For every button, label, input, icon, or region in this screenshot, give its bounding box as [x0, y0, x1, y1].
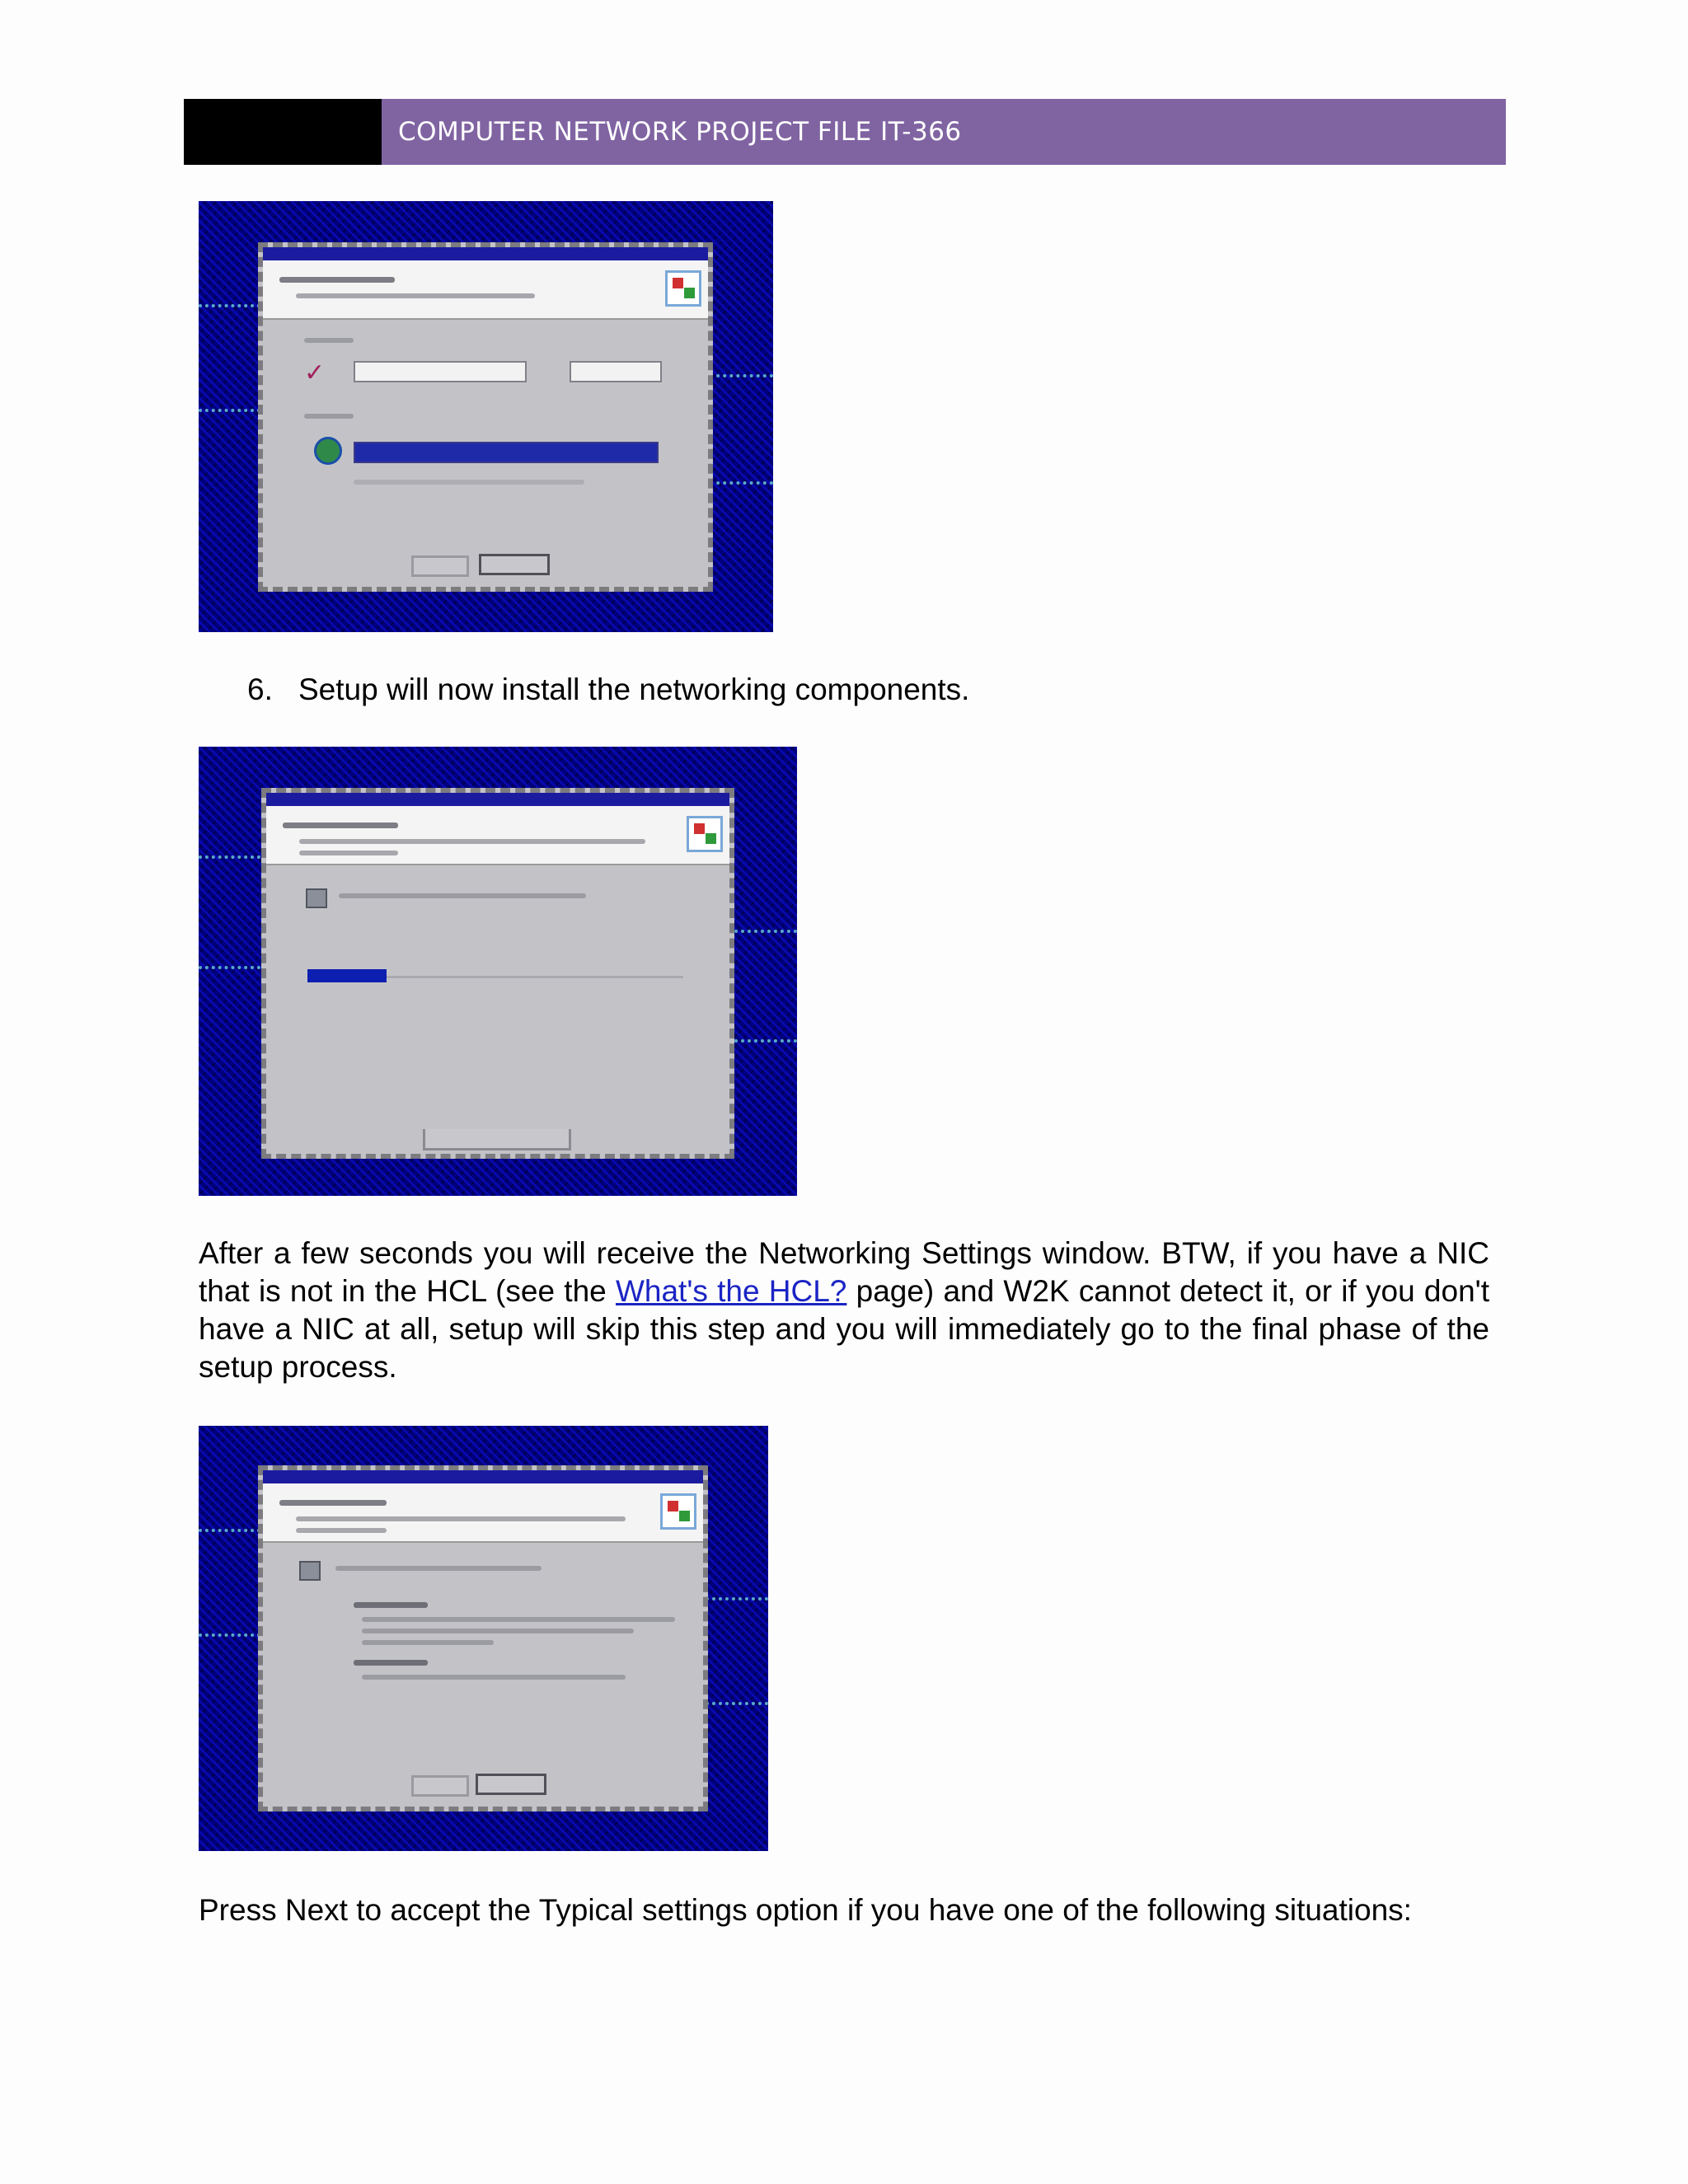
- next-button-image: [479, 554, 550, 575]
- hcl-link[interactable]: What's the HCL?: [615, 1274, 847, 1308]
- header-title: COMPUTER NETWORK PROJECT FILE IT-366: [382, 99, 1506, 165]
- dialog-titlebar: [263, 247, 708, 260]
- paragraph-press-next: [199, 1891, 1489, 1929]
- back-button-image: [411, 1775, 469, 1797]
- dialog-window: [258, 1465, 708, 1811]
- dropdown-field: [354, 361, 527, 382]
- list-number: 6.: [247, 673, 273, 706]
- paragraph-text-start: After a few seconds you will receive the Networking Settings window. BTW, if you have a NIC that is not in the HCL (see the: [199, 1236, 1489, 1308]
- windows-logo-icon: [660, 1493, 696, 1530]
- check-icon: ✓: [304, 359, 326, 387]
- progress-track: [387, 976, 683, 978]
- dialog-header-band: [263, 1483, 703, 1543]
- dialog-window: [261, 788, 734, 1159]
- paragraph-text: Press Next to accept the Typical settings option if you have one of the following situations:: [199, 1893, 1412, 1927]
- dialog-titlebar: [263, 1470, 703, 1483]
- screenshot-regional-settings: [199, 201, 773, 632]
- dialog-header-band: [266, 806, 729, 865]
- dialog-header-band: [263, 260, 708, 320]
- screenshot-installing-components: [199, 747, 797, 1196]
- dialog-titlebar: [266, 793, 729, 806]
- header-black-block: [184, 99, 382, 165]
- network-icon: [299, 1561, 321, 1581]
- dropdown-field: [570, 361, 662, 382]
- windows-logo-icon: [665, 270, 701, 307]
- screenshot-networking-settings: [199, 1426, 768, 1851]
- back-button-image: [411, 555, 469, 577]
- windows-logo-icon: [687, 816, 723, 852]
- progress-bar-fill: [307, 969, 387, 982]
- selected-field: [354, 442, 659, 463]
- network-icon: [306, 888, 327, 908]
- next-button-image: [476, 1774, 546, 1795]
- dialog-window: [258, 242, 713, 592]
- paragraph-text-end: page) and W2K cannot detect it, or if you don't have a NIC at all, setup will skip this step and you will immediately go to the final phase of the setup process.: [199, 1274, 1489, 1384]
- page-header: [184, 99, 1506, 165]
- paragraph-networking-settings: [199, 1235, 1489, 1386]
- button-image: [423, 1129, 571, 1151]
- list-item: [247, 670, 969, 710]
- globe-icon: [314, 437, 342, 465]
- list-item-text: Setup will now install the networking components.: [298, 673, 970, 706]
